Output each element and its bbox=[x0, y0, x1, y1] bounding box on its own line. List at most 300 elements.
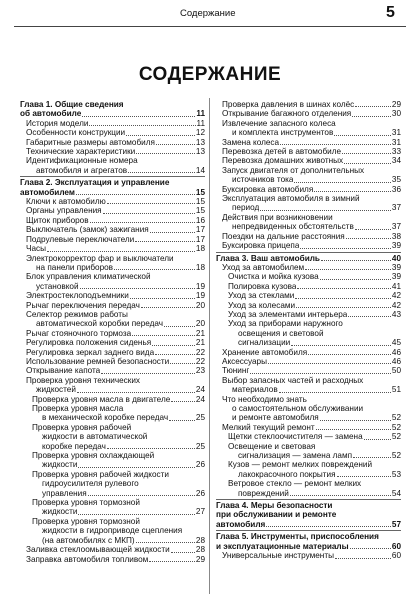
toc-entry-title: Перевозка домашних животных bbox=[222, 156, 344, 166]
toc-page-number: 21 bbox=[195, 328, 205, 338]
dot-leader bbox=[344, 163, 391, 164]
toc-entry-title: Щетки стеклоочистителя — замена bbox=[228, 432, 363, 442]
toc-page-number: 26 bbox=[195, 460, 205, 470]
toc-entry bbox=[216, 282, 401, 291]
toc-entry-title: Выбор запасных частей и расходных bbox=[222, 375, 364, 385]
toc-entry-title: Проверка уровня рабочей bbox=[32, 422, 132, 432]
toc-page-number: 22 bbox=[195, 347, 205, 357]
toc-entry-title: Селектор режимов работы bbox=[26, 309, 128, 319]
toc-entry bbox=[20, 376, 205, 395]
toc-entry-title: управления bbox=[42, 488, 87, 498]
toc-page-number: 60 bbox=[391, 551, 401, 561]
toc-entry-title: автомобиля и агрегатов bbox=[36, 165, 128, 175]
toc-entry-title: Проверка уровня рабочей жидкости bbox=[32, 469, 169, 479]
toc-entry-title: Выключатель (замок) зажигания bbox=[26, 225, 149, 235]
toc-entry bbox=[216, 432, 401, 441]
dot-leader bbox=[348, 316, 391, 317]
dot-leader bbox=[355, 229, 391, 230]
toc-entry-title: Часы bbox=[26, 244, 46, 254]
toc-page-number: 45 bbox=[391, 338, 401, 348]
toc-entry-title: об автомобиле bbox=[20, 109, 82, 119]
toc-entry bbox=[20, 197, 205, 206]
toc-entry-title: Проверка уровня охлаждающей bbox=[32, 451, 155, 461]
toc-entry bbox=[20, 423, 205, 451]
dot-leader bbox=[353, 457, 391, 458]
toc-entry bbox=[20, 470, 205, 498]
toc-entry-title: жидкостей bbox=[36, 385, 76, 395]
dot-leader bbox=[266, 526, 391, 527]
dot-leader bbox=[171, 552, 195, 553]
dot-leader bbox=[314, 191, 391, 192]
toc-entry-title: Открывание багажного отделения bbox=[222, 109, 352, 119]
toc-entry-title: Заливка стеклоомывающей жидкости bbox=[26, 545, 170, 555]
toc-entry bbox=[20, 128, 205, 137]
toc-entry-title: Эксплуатация автомобиля в зимний bbox=[222, 194, 360, 204]
toc-page-number: 11 bbox=[196, 109, 205, 119]
toc-page-number: 54 bbox=[391, 488, 401, 498]
dot-leader bbox=[290, 495, 391, 496]
toc-entry-title: Извлечение запасного колеса bbox=[222, 118, 336, 128]
toc-page-number: 37 bbox=[391, 203, 401, 213]
toc-page-number: 53 bbox=[391, 469, 401, 479]
toc-entry bbox=[216, 319, 401, 347]
dot-leader bbox=[308, 354, 391, 355]
toc-entry bbox=[20, 206, 205, 215]
dot-leader bbox=[295, 298, 391, 299]
toc-page-number: 26 bbox=[195, 488, 205, 498]
toc-entry-title: о самостоятельном обслуживании bbox=[232, 404, 364, 413]
toc-entry bbox=[216, 156, 401, 165]
toc-entry-title: Перевозка детей в автомобиле bbox=[222, 147, 342, 157]
dot-leader bbox=[135, 241, 195, 242]
toc-page-number: 34 bbox=[391, 156, 401, 166]
toc-entry-title: автоматической коробки передач bbox=[36, 319, 164, 329]
toc-entry bbox=[20, 119, 205, 128]
dot-leader bbox=[88, 495, 195, 496]
dot-leader bbox=[164, 326, 195, 327]
toc-page-number: 39 bbox=[391, 241, 401, 251]
toc-entry bbox=[216, 272, 401, 281]
toc-page-number: 52 bbox=[391, 451, 401, 461]
toc-page-number: 24 bbox=[195, 385, 205, 395]
toc-entry-title: Универсальные инструменты bbox=[222, 551, 334, 561]
page-number: 5 bbox=[386, 4, 395, 21]
dot-leader bbox=[171, 401, 195, 402]
dot-leader bbox=[78, 514, 194, 515]
toc-entry-title: жидкости в гидроприводе сцепления bbox=[42, 526, 183, 536]
toc-page-number: 27 bbox=[195, 507, 205, 517]
toc-entry bbox=[216, 376, 401, 395]
toc-page-number: 38 bbox=[391, 231, 401, 241]
dot-leader bbox=[352, 116, 391, 117]
toc-page-number: 20 bbox=[195, 319, 205, 329]
running-header-title: Содержание bbox=[180, 8, 236, 19]
toc-page-number: 60 bbox=[391, 541, 401, 551]
toc-entry bbox=[20, 147, 205, 156]
toc-page-number: 25 bbox=[195, 441, 205, 451]
toc-entry-title: Проверка уровня тормозной bbox=[32, 498, 140, 508]
toc-entry-title: лакокрасочного покрытия bbox=[238, 469, 336, 479]
toc-entry-title: коробке передач bbox=[42, 441, 106, 451]
toc-entry bbox=[20, 366, 205, 375]
chapter-divider bbox=[216, 499, 401, 500]
toc-entry-title: освещения и световой bbox=[238, 328, 324, 338]
dot-leader bbox=[80, 288, 195, 289]
toc-page-number: 50 bbox=[391, 366, 401, 376]
toc-entry-title: Проверка уровня тормозной bbox=[32, 516, 140, 526]
toc-entry bbox=[216, 366, 401, 375]
toc-entry-title: Ветровое стекло — ремонт мелких bbox=[228, 479, 362, 489]
toc-entry bbox=[216, 551, 401, 560]
toc-page-number: 29 bbox=[391, 100, 401, 109]
dot-leader bbox=[268, 363, 391, 364]
dot-leader bbox=[82, 116, 195, 117]
toc-page-number: 39 bbox=[391, 262, 401, 272]
dot-leader bbox=[90, 222, 195, 223]
toc-page-number: 23 bbox=[195, 366, 205, 376]
dot-leader bbox=[136, 542, 195, 543]
toc-entry bbox=[216, 100, 401, 109]
column-divider bbox=[209, 98, 210, 594]
page-header bbox=[0, 0, 420, 30]
toc-page-number: 46 bbox=[391, 356, 401, 366]
toc-left-column bbox=[20, 100, 205, 564]
toc-entry-title: Глава 4. Меры безопасности bbox=[216, 501, 333, 511]
toc-chapter bbox=[20, 100, 205, 119]
toc-entry-title: в механической коробке передач bbox=[42, 413, 169, 423]
toc-entry bbox=[20, 451, 205, 470]
toc-entry-title: Замена колеса bbox=[222, 137, 280, 147]
toc-entry-title: при обслуживании и ремонте bbox=[216, 510, 337, 520]
toc-entry-title: гидроусилителя рулевого bbox=[42, 479, 139, 489]
toc-entry-title: Уход за колесами bbox=[228, 300, 296, 310]
toc-entry-title: Рычаг стояночного тормоза bbox=[26, 328, 132, 338]
toc-entry bbox=[216, 147, 401, 156]
page-title: СОДЕРЖАНИЕ bbox=[138, 64, 282, 85]
toc-page-number: 24 bbox=[195, 394, 205, 404]
toc-entry bbox=[20, 156, 205, 175]
toc-entry bbox=[20, 348, 205, 357]
toc-entry-title: Глава 5. Инструменты, приспособления bbox=[216, 532, 379, 542]
toc-page-number: 15 bbox=[195, 187, 205, 197]
toc-entry-title: Буксировка прицепа bbox=[222, 241, 300, 251]
toc-entry bbox=[216, 263, 401, 272]
toc-page-number: 57 bbox=[391, 519, 401, 529]
toc-entry-title: Действия при возникновении bbox=[222, 212, 333, 222]
toc-page-number: 39 bbox=[391, 272, 401, 282]
toc-entry-title: Буксировка автомобиля bbox=[222, 184, 314, 194]
toc-entry-title: (на автомобилях с МКП) bbox=[42, 535, 135, 545]
toc-entry bbox=[216, 232, 401, 241]
toc-entry-title: Уход за стеклами bbox=[228, 291, 295, 301]
dot-leader bbox=[128, 172, 195, 173]
toc-entry-title: Глава 3. Ваш автомобиль bbox=[216, 253, 320, 263]
toc-entry bbox=[216, 138, 401, 147]
toc-page-number: 30 bbox=[391, 109, 401, 119]
dot-leader bbox=[89, 125, 195, 126]
toc-right-column bbox=[216, 100, 401, 561]
toc-entry bbox=[20, 498, 205, 517]
toc-entry-title: Глава 2. Эксплуатация и управление bbox=[20, 178, 170, 188]
toc-chapter bbox=[216, 530, 401, 551]
toc-entry-title: жидкости bbox=[42, 507, 78, 517]
toc-page-number: 33 bbox=[391, 147, 401, 157]
toc-entry-title: установкой bbox=[36, 281, 79, 291]
dot-leader bbox=[126, 135, 195, 136]
toc-page-number: 20 bbox=[195, 300, 205, 310]
toc-page-number: 28 bbox=[195, 545, 205, 555]
toc-entry-title: Заправка автомобиля топливом bbox=[26, 554, 149, 564]
toc-entry-title: Электростеклоподъемники bbox=[26, 291, 129, 301]
toc-entry-title: и эксплуатационные материалы bbox=[216, 541, 349, 551]
toc-entry bbox=[20, 357, 205, 366]
toc-entry bbox=[216, 194, 401, 213]
dot-leader bbox=[291, 345, 391, 346]
dot-leader bbox=[107, 448, 195, 449]
toc-entry-title: Подрулевые переключатели bbox=[26, 234, 135, 244]
dot-leader bbox=[132, 335, 195, 336]
toc-entry-title: Рычаг переключения передач bbox=[26, 300, 140, 310]
dot-leader bbox=[297, 288, 390, 289]
dot-leader bbox=[280, 144, 391, 145]
toc-entry-title: Проверка давления в шинах колёс bbox=[222, 100, 355, 109]
toc-entry bbox=[216, 310, 401, 319]
toc-entry-title: Поездки на дальние расстояния bbox=[222, 231, 345, 241]
toc-entry-title: Особенности конструкции bbox=[26, 128, 126, 138]
toc-entry-title: источников тока bbox=[232, 175, 294, 185]
toc-entry-title: Блок управления климатической bbox=[26, 272, 151, 282]
dot-leader bbox=[107, 203, 195, 204]
toc-entry-title: период bbox=[232, 203, 260, 213]
dot-leader bbox=[250, 373, 391, 374]
dot-leader bbox=[114, 269, 195, 270]
toc-chapter bbox=[216, 252, 401, 263]
toc-chapter bbox=[216, 499, 401, 529]
chapter-divider bbox=[216, 252, 401, 253]
toc-entry bbox=[20, 395, 205, 404]
toc-page-number: 17 bbox=[195, 225, 205, 235]
dot-leader bbox=[76, 194, 195, 195]
toc-entry-title: Технические характеристики bbox=[26, 147, 136, 157]
dot-leader bbox=[155, 354, 195, 355]
dot-leader bbox=[152, 345, 195, 346]
toc-page-number: 52 bbox=[391, 422, 401, 432]
dot-leader bbox=[150, 232, 195, 233]
dot-leader bbox=[136, 153, 195, 154]
toc-entry bbox=[20, 555, 205, 564]
toc-entry-title: и ремонте автомобиля bbox=[232, 413, 319, 423]
toc-entry-title: Регулировка положения сиденья bbox=[26, 338, 152, 348]
dot-leader bbox=[346, 238, 391, 239]
toc-entry-title: Уход за приборами наружного bbox=[228, 319, 343, 329]
toc-page-number: 25 bbox=[195, 413, 205, 423]
dot-leader bbox=[101, 373, 195, 374]
toc-entry-title: Что необходимо знать bbox=[222, 394, 307, 404]
toc-entry bbox=[20, 244, 205, 253]
toc-page-number: 17 bbox=[195, 234, 205, 244]
toc-entry-title: Полировка кузова bbox=[228, 281, 297, 291]
toc-entry-title: на панели приборов bbox=[36, 262, 114, 272]
toc-page-number: 42 bbox=[391, 291, 401, 301]
toc-entry-title: Электрокорректор фар и выключатели bbox=[26, 253, 174, 263]
toc-page-number: 16 bbox=[195, 215, 205, 225]
toc-page-number: 15 bbox=[195, 206, 205, 216]
toc-page-number: 11 bbox=[196, 118, 205, 128]
toc-entry bbox=[216, 348, 401, 357]
toc-page-number: 18 bbox=[195, 244, 205, 254]
toc-page-number: 28 bbox=[195, 535, 205, 545]
dot-leader bbox=[77, 392, 195, 393]
toc-entry-title: Использование ремней безопасности bbox=[26, 356, 170, 366]
toc-entry bbox=[20, 138, 205, 147]
toc-entry bbox=[216, 241, 401, 250]
toc-entry-title: Глава 1. Общие сведения bbox=[20, 100, 124, 109]
toc-entry-title: Регулировка зеркал заднего вида bbox=[26, 347, 155, 357]
dot-leader bbox=[141, 307, 195, 308]
toc-entry-title: Тюнинг bbox=[222, 366, 250, 376]
toc-entry-title: Хранение автомобиля bbox=[222, 347, 308, 357]
toc-entry-title: сигнализация — замена ламп bbox=[238, 451, 353, 461]
dot-leader bbox=[337, 476, 391, 477]
toc-entry bbox=[20, 216, 205, 225]
toc-entry-title: повреждений bbox=[238, 488, 289, 498]
toc-entry-title: Уход за элементами интерьера bbox=[228, 309, 348, 319]
dot-leader bbox=[305, 269, 391, 270]
toc-page-number: 19 bbox=[195, 291, 205, 301]
toc-entry-title: Кузов — ремонт мелких повреждений bbox=[228, 460, 373, 470]
toc-page-number: 15 bbox=[195, 197, 205, 207]
dot-leader bbox=[342, 153, 391, 154]
toc-page-number: 22 bbox=[195, 356, 205, 366]
toc-entry-title: Щиток приборов bbox=[26, 215, 89, 225]
toc-entry bbox=[20, 301, 205, 310]
toc-entry bbox=[20, 545, 205, 554]
toc-entry bbox=[216, 291, 401, 300]
toc-entry bbox=[216, 213, 401, 232]
toc-entry bbox=[20, 235, 205, 244]
dot-leader bbox=[320, 420, 391, 421]
toc-entry bbox=[20, 517, 205, 545]
toc-entry bbox=[216, 109, 401, 118]
dot-leader bbox=[169, 420, 195, 421]
toc-page-number: 14 bbox=[195, 165, 205, 175]
dot-leader bbox=[320, 279, 391, 280]
toc-entry-title: Открывание капота bbox=[26, 366, 101, 376]
toc-page-number: 46 bbox=[391, 347, 401, 357]
toc-chapter bbox=[20, 176, 205, 197]
toc-entry-title: Освещение и световая bbox=[228, 441, 316, 451]
toc-entry-title: Органы управления bbox=[26, 206, 102, 216]
toc-page-number: 51 bbox=[391, 385, 401, 395]
dot-leader bbox=[355, 106, 391, 107]
toc-entry bbox=[216, 357, 401, 366]
toc-entry-title: Проверка уровня масла bbox=[32, 404, 124, 413]
dot-leader bbox=[103, 213, 195, 214]
toc-entry-title: автомобилем bbox=[20, 187, 75, 197]
dot-leader bbox=[149, 561, 195, 562]
dot-leader bbox=[300, 248, 391, 249]
toc-page-number: 37 bbox=[391, 222, 401, 232]
toc-page-number: 12 bbox=[195, 128, 205, 138]
toc-entry bbox=[20, 329, 205, 338]
toc-entry bbox=[20, 254, 205, 273]
toc-page-number: 36 bbox=[391, 184, 401, 194]
toc-entry bbox=[216, 442, 401, 461]
toc-page-number: 18 bbox=[195, 262, 205, 272]
dot-leader bbox=[350, 548, 391, 549]
toc-entry bbox=[216, 301, 401, 310]
dot-leader bbox=[279, 392, 391, 393]
dot-leader bbox=[260, 210, 391, 211]
toc-entry bbox=[216, 119, 401, 138]
dot-leader bbox=[321, 260, 391, 261]
toc-entry bbox=[20, 291, 205, 300]
dot-leader bbox=[316, 429, 391, 430]
toc-page-number: 42 bbox=[391, 300, 401, 310]
toc-entry bbox=[20, 310, 205, 329]
toc-page-number: 31 bbox=[391, 137, 401, 147]
toc-entry bbox=[20, 225, 205, 234]
header-divider bbox=[14, 26, 406, 27]
toc-page-number: 43 bbox=[391, 309, 401, 319]
toc-entry-title: Запуск двигателя от дополнительных bbox=[222, 165, 365, 175]
toc-entry-title: Проверка уровня технических bbox=[26, 375, 141, 385]
toc-entry-title: и комплекта инструментов bbox=[232, 128, 334, 138]
toc-page-number: 35 bbox=[391, 175, 401, 185]
toc-entry-title: жидкости bbox=[42, 460, 78, 470]
dot-leader bbox=[78, 467, 194, 468]
toc-entry-title: История модели bbox=[26, 118, 89, 128]
toc-entry bbox=[216, 460, 401, 479]
toc-page-number: 19 bbox=[195, 281, 205, 291]
toc-entry-title: Мелкий текущий ремонт bbox=[222, 422, 315, 432]
toc-entry bbox=[216, 166, 401, 185]
dot-leader bbox=[334, 135, 391, 136]
toc-entry-title: Проверка уровня масла в двигателе bbox=[32, 394, 171, 404]
toc-page-number: 13 bbox=[195, 147, 205, 157]
toc-page-number: 52 bbox=[391, 413, 401, 423]
toc-entry bbox=[20, 404, 205, 423]
toc-page-number: 41 bbox=[391, 281, 401, 291]
toc-entry bbox=[216, 479, 401, 498]
dot-leader bbox=[294, 182, 390, 183]
toc-entry bbox=[20, 272, 205, 291]
toc-entry bbox=[216, 185, 401, 194]
toc-page-number: 29 bbox=[195, 554, 205, 564]
toc-entry-title: жидкости в автоматической bbox=[42, 432, 148, 442]
toc-page-number: 21 bbox=[195, 338, 205, 348]
toc-entry-title: непредвиденных обстоятельств bbox=[232, 222, 354, 232]
toc-entry bbox=[20, 338, 205, 347]
toc-entry-title: автомобиля bbox=[216, 519, 266, 529]
chapter-divider bbox=[20, 176, 205, 177]
toc-entry bbox=[216, 395, 401, 423]
toc-entry-title: Ключи к автомобилю bbox=[26, 197, 106, 207]
toc-entry-title: Уход за автомобилем bbox=[222, 262, 305, 272]
toc-page-number: 40 bbox=[391, 253, 401, 263]
dot-leader bbox=[296, 307, 391, 308]
toc-entry-title: сигнализации bbox=[238, 338, 291, 348]
toc-page-number: 13 bbox=[195, 137, 205, 147]
dot-leader bbox=[364, 439, 391, 440]
toc-entry-title: Аксессуары bbox=[222, 356, 267, 366]
toc-entry-title: Очистка и мойка кузова bbox=[228, 272, 319, 282]
toc-entry-title: Габаритные размеры автомобиля bbox=[26, 137, 155, 147]
toc-entry-title: материалов bbox=[232, 385, 278, 395]
dot-leader bbox=[156, 144, 195, 145]
dot-leader bbox=[335, 558, 391, 559]
toc-entry-title: Идентификационные номера bbox=[26, 156, 138, 166]
